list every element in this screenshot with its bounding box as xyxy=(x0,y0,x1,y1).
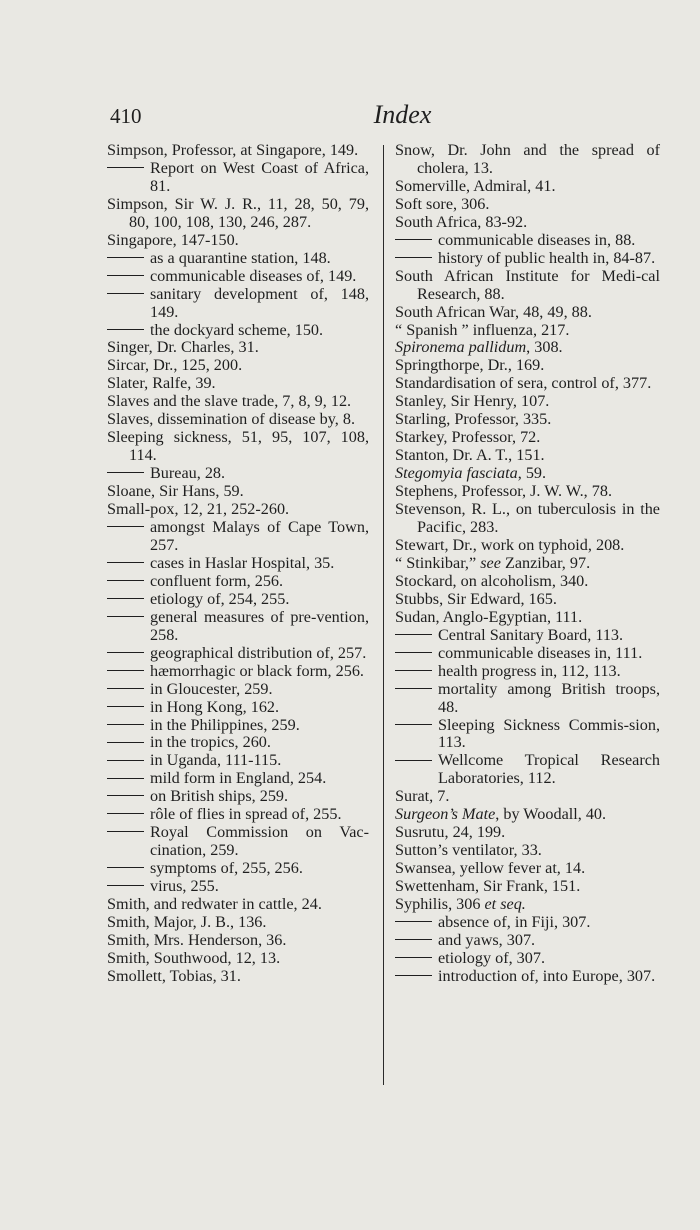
index-subentry: symptoms of, 255, 256. xyxy=(107,860,369,878)
index-entry: Surgeon’s Mate, by Woodall, 40. xyxy=(395,805,607,824)
index-entry: Swettenham, Sir Frank, 151. xyxy=(395,877,581,896)
index-entry: Starling, Professor, 335. xyxy=(395,410,552,429)
index-entry: Sloane, Sir Hans, 59. xyxy=(107,482,244,501)
index-entry: Somerville, Admiral, 41. xyxy=(395,176,556,195)
page-header xyxy=(106,100,659,136)
index-subentry: as a quarantine station, 148. xyxy=(107,250,369,268)
index-subentry: mortality among British troops, 48. xyxy=(395,681,660,717)
index-entry: Sutton’s ventilator, 33. xyxy=(395,841,542,860)
index-subentry: in Uganda, 111-115. xyxy=(107,752,369,770)
index-entry: Singapore, 147-150. xyxy=(107,230,239,249)
column-divider xyxy=(383,145,384,1085)
index-subentry: and yaws, 307. xyxy=(395,932,660,950)
index-subentry: hæmorrhagic or black form, 256. xyxy=(107,663,369,681)
index-subentry: Royal Commission on Vac-cination, 259. xyxy=(107,824,369,860)
index-entry: Soft sore, 306. xyxy=(395,194,490,213)
index-subentry: amongst Malays of Cape Town, 257. xyxy=(107,519,369,555)
index-entry: Surat, 7. xyxy=(395,787,450,806)
index-subentry: Wellcome Tropical Research Laboratories, 112. xyxy=(395,752,660,788)
index-subentry: absence of, in Fiji, 307. xyxy=(395,914,660,932)
index-entry: Sleeping sickness, 51, 95, 107, 108, 114. xyxy=(107,428,369,465)
index-entry: Slaves and the slave trade, 7, 8, 9, 12. xyxy=(107,392,352,411)
index-entry: Sircar, Dr., 125, 200. xyxy=(107,356,243,375)
index-subentry: Report on West Coast of Africa, 81. xyxy=(107,160,369,196)
index-subentry: geographical distribution of, 257. xyxy=(107,645,369,663)
index-subentry: Bureau, 28. xyxy=(107,465,369,483)
index-entry: Small-pox, 12, 21, 252-260. xyxy=(107,500,290,519)
index-entry: “ Stinkibar,” see Zanzibar, 97. xyxy=(395,553,591,572)
index-subentry: sanitary development of, 148, 149. xyxy=(107,286,369,322)
index-subentry: communicable diseases in, 111. xyxy=(395,645,660,663)
index-entry: Simpson, Professor, at Singapore, 149. xyxy=(107,141,359,159)
index-subentry: introduction of, into Europe, 307. xyxy=(395,968,660,986)
index-subentry: general measures of pre-vention, 258. xyxy=(107,609,369,645)
index-subentry: in Gloucester, 259. xyxy=(107,681,369,699)
index-entry: Stanley, Sir Henry, 107. xyxy=(395,392,550,411)
index-column-left xyxy=(107,142,369,986)
index-entry: Syphilis, 306 et seq. xyxy=(395,895,526,914)
index-subentry: health progress in, 112, 113. xyxy=(395,663,660,681)
index-entry: South Africa, 83-92. xyxy=(395,212,528,231)
index-subentry: communicable diseases of, 149. xyxy=(107,268,369,286)
page-number: 410 xyxy=(110,104,142,128)
index-entry: South African Institute for Medi-cal Research, 88. xyxy=(395,266,660,303)
index-entry: Simpson, Sir W. J. R., 11, 28, 50, 79, 80, 100, 108, 130, 246, 287. xyxy=(107,194,369,231)
index-entry: Standardisation of sera, control of, 377. xyxy=(395,374,652,393)
index-entry: Stanton, Dr. A. T., 151. xyxy=(395,446,545,465)
index-column-right xyxy=(395,142,660,986)
index-columns xyxy=(107,142,660,1087)
index-entry: Starkey, Professor, 72. xyxy=(395,428,541,447)
index-subentry: confluent form, 256. xyxy=(107,573,369,591)
index-entry: Springthorpe, Dr., 169. xyxy=(395,356,545,375)
index-subentry: history of public health in, 84-87. xyxy=(395,250,660,268)
index-subentry: mild form in England, 254. xyxy=(107,770,369,788)
index-subentry: rôle of flies in spread of, 255. xyxy=(107,806,369,824)
index-entry: Snow, Dr. John and the spread of cholera, 13. xyxy=(395,141,660,177)
index-subentry: Sleeping Sickness Commis-sion, 113. xyxy=(395,717,660,753)
index-subentry: on British ships, 259. xyxy=(107,788,369,806)
index-subentry: virus, 255. xyxy=(107,878,369,896)
index-entry: South African War, 48, 49, 88. xyxy=(395,302,592,321)
index-subentry: etiology of, 307. xyxy=(395,950,660,968)
index-subentry: communicable diseases in, 88. xyxy=(395,232,660,250)
index-entry: Smith, Major, J. B., 136. xyxy=(107,912,267,931)
index-entry: Smith, Southwood, 12, 13. xyxy=(107,948,281,967)
index-entry: Slater, Ralfe, 39. xyxy=(107,374,216,393)
index-entry: Smollett, Tobias, 31. xyxy=(107,966,241,985)
index-subentry: etiology of, 254, 255. xyxy=(107,591,369,609)
index-entry: Sudan, Anglo-Egyptian, 111. xyxy=(395,607,583,626)
index-entry: Slaves, dissemination of disease by, 8. xyxy=(107,410,356,429)
page-title: Index xyxy=(373,100,432,129)
index-entry: “ Spanish ” influenza, 217. xyxy=(395,320,570,339)
index-subentry: in Hong Kong, 162. xyxy=(107,699,369,717)
index-entry: Smith, Mrs. Henderson, 36. xyxy=(107,930,287,949)
index-subentry: cases in Haslar Hospital, 35. xyxy=(107,555,369,573)
index-entry: Stegomyia fasciata, 59. xyxy=(395,464,547,483)
index-entry: Stubbs, Sir Edward, 165. xyxy=(395,589,557,608)
index-entry: Smith, and redwater in cattle, 24. xyxy=(107,895,322,914)
index-entry: Stevenson, R. L., on tuberculosis in the Pacific, 283. xyxy=(395,500,660,537)
index-entry: Susrutu, 24, 199. xyxy=(395,823,506,842)
index-entry: Spironema pallidum, 308. xyxy=(395,338,563,357)
index-entry: Singer, Dr. Charles, 31. xyxy=(107,338,259,357)
index-entry: Swansea, yellow fever at, 14. xyxy=(395,859,586,878)
index-entry: Stewart, Dr., work on typhoid, 208. xyxy=(395,535,625,554)
index-entry: Stephens, Professor, J. W. W., 78. xyxy=(395,482,612,501)
index-subentry: Central Sanitary Board, 113. xyxy=(395,627,660,645)
index-subentry: the dockyard scheme, 150. xyxy=(107,322,369,340)
index-entry: Stockard, on alcoholism, 340. xyxy=(395,571,589,590)
index-subentry: in the Philippines, 259. xyxy=(107,717,369,735)
index-subentry: in the tropics, 260. xyxy=(107,734,369,752)
